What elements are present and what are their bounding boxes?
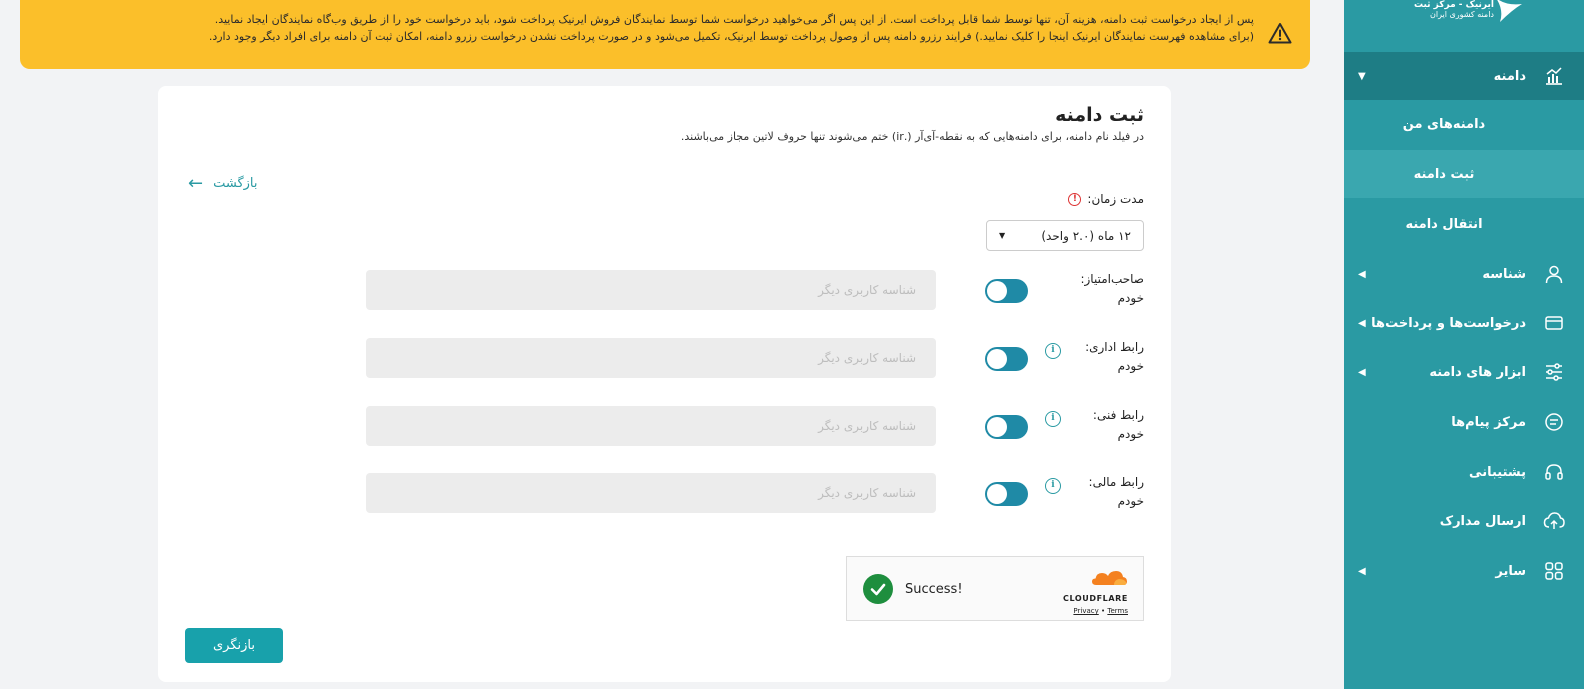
chevron-down-icon: ▼ [1358,70,1366,82]
brand-logo[interactable] [1384,0,1494,30]
sidebar-item-requests-payments-label: درخواست‌ها و پرداخت‌ها [1371,315,1526,331]
tech-contact-label [1074,406,1144,444]
registrant-label-text: صاحب‌امتیاز: [1080,272,1144,286]
cloud-icon [1090,569,1128,586]
privacy-link[interactable]: Privacy [1073,607,1099,615]
sidebar-item-other[interactable] [1344,547,1584,595]
cloudflare-logo [1052,569,1128,615]
info-icon[interactable]: i [1045,411,1061,427]
page-subtitle: در فیلد نام دامنه، برای دامنه‌هایی که به نقطه-آی‌آر (.ir) ختم می‌شوند تنها حروف لاتین مجاز می‌باشند. [680,130,1144,143]
sidebar-item-requests-payments[interactable] [1344,299,1584,347]
warning-icon [1268,22,1292,44]
sidebar-group-domain-label: دامنه [1493,68,1526,84]
captcha-widget[interactable] [846,556,1144,621]
toggle-knob [987,349,1007,369]
sidebar-item-domain-tools-label: ابزار های دامنه [1429,364,1526,380]
sidebar-item-register-domain-label: ثبت دامنه [1413,166,1475,182]
sidebar [1344,0,1584,689]
billing-contact-self-label: خودم [1117,494,1144,508]
duration-label [1068,192,1144,206]
sidebar-item-message-center-label: مرکز پیام‌ها [1451,414,1526,430]
sidebar-group-domain[interactable] [1344,52,1584,100]
card-icon [1542,311,1566,335]
billing-contact-row [344,473,1144,517]
registrant-label [1074,270,1144,308]
info-icon[interactable]: i [1045,343,1061,359]
user-icon [1542,262,1566,286]
warning-banner [20,0,1310,69]
sidebar-item-register-domain[interactable] [1344,150,1584,198]
brand-line2: دامنه کشوری ایران [1429,10,1494,19]
sidebar-item-transfer-domain[interactable] [1344,200,1584,248]
duration-label-text: مدت زمان: [1087,192,1144,206]
page-title: ثبت دامنه [1055,104,1144,126]
captcha-links [1052,607,1128,615]
check-icon [863,574,893,604]
sidebar-item-support-label: پشتیبانی [1469,464,1526,480]
logo-mark-icon [1492,0,1526,24]
tech-contact-id-input[interactable] [366,406,936,446]
billing-contact-id-input[interactable] [366,473,936,513]
registrant-id-input[interactable] [366,270,936,310]
chevron-right-icon: ◀ [1358,366,1366,378]
billing-contact-label-text: رابط مالی: [1088,475,1144,489]
refresh-button[interactable]: بازنگری [185,628,283,663]
sidebar-item-send-documents[interactable] [1344,497,1584,545]
tech-contact-self-toggle[interactable] [985,415,1028,439]
chevron-right-icon: ◀ [1358,317,1366,329]
sidebar-item-identity[interactable] [1344,250,1584,298]
admin-contact-self-toggle[interactable] [985,347,1028,371]
tech-contact-self-label: خودم [1117,427,1144,441]
info-icon[interactable]: i [1045,478,1061,494]
admin-contact-label [1074,338,1144,376]
back-link[interactable] [188,172,258,194]
sidebar-item-domain-tools[interactable] [1344,348,1584,396]
captcha-status: Success! [905,582,963,597]
sidebar-item-support[interactable] [1344,448,1584,496]
sidebar-item-other-label: سایر [1495,563,1526,579]
admin-contact-label-text: رابط اداری: [1085,340,1144,354]
admin-contact-id-input[interactable] [366,338,936,378]
required-alert-icon: ! [1068,193,1081,206]
sidebar-item-send-documents-label: ارسال مدارک [1439,513,1526,529]
admin-contact-self-label: خودم [1117,359,1144,373]
chevron-right-icon: ◀ [1358,565,1366,577]
billing-contact-self-toggle[interactable] [985,482,1028,506]
sidebar-item-message-center[interactable] [1344,398,1584,446]
link-separator: • [1101,607,1106,615]
grid-icon [1542,559,1566,583]
toggle-knob [987,281,1007,301]
arrow-left-icon: ← [188,172,204,194]
sidebar-item-my-domains-label: دامنه‌های من [1402,116,1486,132]
duration-selected-value: ۱۲ ماه (۲.۰ واحد) [1041,228,1131,243]
toggle-knob [987,417,1007,437]
sidebar-item-transfer-domain-label: انتقال دامنه [1405,216,1483,232]
cloud-upload-icon [1542,509,1566,533]
duration-select[interactable] [986,220,1144,251]
warning-text-line2[interactable]: (برای مشاهده فهرست نمایندگان ایرنیک اینجا را کلیک نمایید.) فرایند رزرو دامنه پس از وصول پرداخت توسط ایرنیک، تکمیل می‌شود و در صورت پرداخت نشدن درخواست رزرو دامنه، امکان ثبت آن دامنه برای افراد دیگر وجود دارد. [208,30,1254,43]
sidebar-item-my-domains[interactable] [1344,100,1584,148]
tech-contact-row [344,406,1144,450]
toggle-knob [987,484,1007,504]
warning-text-line1: پس از ایجاد درخواست ثبت دامنه، هزینه آن، تنها توسط شما قابل پرداخت است. از این پس اگر می‌خواهید درخواست شما توسط نمایندگان فروش ایرنیک پرداخت شود، باید درخواست خود را از طریق وب‌گاه نمایندگان ایجاد نمایید. [214,13,1254,26]
domain-register-card [158,86,1171,682]
back-link-label: بازگشت [213,176,258,191]
headset-icon [1542,460,1566,484]
sliders-icon [1542,360,1566,384]
message-icon [1542,410,1566,434]
tech-contact-label-text: رابط فنی: [1092,408,1144,422]
chevron-right-icon: ◀ [1358,268,1366,280]
caret-down-icon: ▼ [999,231,1006,240]
cloudflare-name: CLOUDFLARE [1063,594,1128,603]
billing-contact-label [1074,473,1144,511]
registrant-self-toggle[interactable] [985,279,1028,303]
domain-chart-icon [1542,64,1566,88]
terms-link[interactable]: Terms [1107,607,1128,615]
registrant-self-label: خودم [1117,291,1144,305]
admin-contact-row [344,338,1144,382]
brand-line1: ایرنیک - مرکز ثبت [1413,0,1494,10]
registrant-row [344,270,1144,314]
sidebar-item-identity-label: شناسه [1482,266,1526,282]
